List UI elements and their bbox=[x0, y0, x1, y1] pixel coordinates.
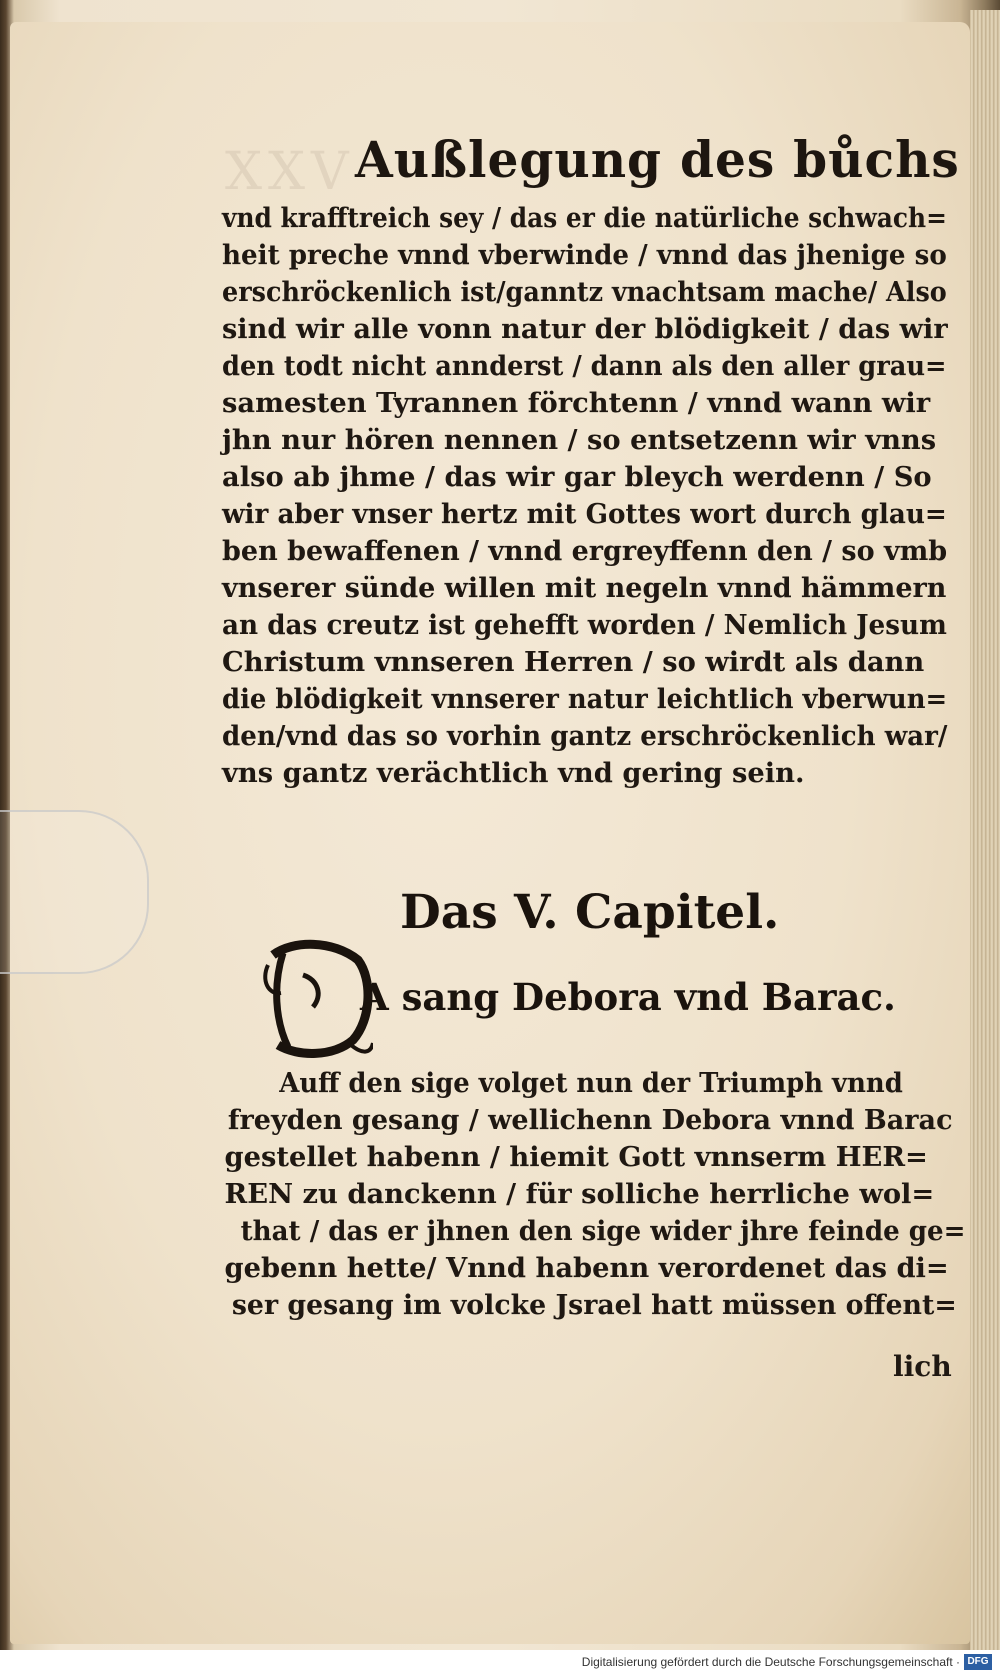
page-fore-edge bbox=[970, 10, 1000, 1650]
text-line: vnd krafftreich sey / das er die natürliche schwach= bbox=[222, 202, 947, 234]
chapter-first-line: A sang Debora vnd Barac. bbox=[360, 975, 896, 1019]
text-line: die blödigkeit vnnserer natur leichtlich vberwun= bbox=[222, 683, 948, 715]
text-line: REN zu danckenn / für solliche herrliche wol= bbox=[224, 1178, 935, 1210]
text-line: den todt nicht annderst / dann als den aller grau= bbox=[222, 350, 947, 382]
text-line: gebenn hette/ Vnnd habenn verordenet das di= bbox=[224, 1252, 949, 1284]
text-line: gestellet habenn / hiemit Gott vnnserm HER= bbox=[224, 1141, 928, 1173]
catchword: lich bbox=[893, 1350, 952, 1383]
show-through-text: XXV bbox=[225, 142, 355, 202]
text-line: also ab jhme / das wir gar bleych werdenn / So bbox=[222, 461, 932, 493]
text-block-bottom bbox=[222, 1065, 966, 1324]
text-line: samesten Tyrannen förchtenn / vnnd wann wir bbox=[222, 387, 931, 419]
text-line: vns gantz verächtlich vnd gering sein. bbox=[222, 757, 805, 789]
dfg-logo: DFG bbox=[964, 1654, 992, 1670]
text-line: that / das er jhnen den sige wider jhre feinde ge= bbox=[240, 1215, 966, 1247]
text-line: jhn nur hören nennen / so entsetzenn wir vnns bbox=[222, 424, 937, 456]
text-line: erschröckenlich ist/ganntz vnachtsam mache/ Also bbox=[222, 276, 947, 308]
chapter-heading: Das V. Capitel. bbox=[400, 885, 780, 940]
text-block-top bbox=[222, 200, 952, 792]
text-line: freyden gesang / wellichenn Debora vnnd Barac bbox=[227, 1104, 953, 1136]
text-line: den/vnd das so vorhin gantz erschröckenlich war/ bbox=[222, 720, 948, 752]
footer-bar bbox=[0, 1650, 1000, 1676]
text-line: wir aber vnser hertz mit Gottes wort durch glau= bbox=[222, 498, 947, 530]
text-line: an das creutz ist gehefft worden / Nemlich Jesum bbox=[222, 609, 947, 641]
text-line: heit preche vnnd vberwinde / vnnd das jhenige so bbox=[222, 239, 947, 271]
funding-note: Digitalisierung gefördert durch die Deutsche Forschungsgemeinschaft · bbox=[581, 1655, 960, 1669]
decorated-initial bbox=[263, 935, 373, 1060]
text-line: Auff den sige volget nun der Triumph vnnd bbox=[279, 1067, 903, 1099]
text-line: vnserer sünde willen mit negeln vnnd hämmern bbox=[222, 572, 947, 604]
text-line: Christum vnnseren Herren / so wirdt als dann bbox=[222, 646, 925, 678]
text-line: ser gesang im volcke Jsrael hatt müssen offent= bbox=[231, 1289, 957, 1321]
running-head: Außlegung des bůchs bbox=[355, 130, 960, 189]
text-line: ben bewaffenen / vnnd ergreyffenn den / so vmb bbox=[222, 535, 948, 567]
text-line: sind wir alle vonn natur der blödigkeit / das wir bbox=[222, 313, 948, 345]
plastic-page-clip bbox=[0, 810, 149, 974]
